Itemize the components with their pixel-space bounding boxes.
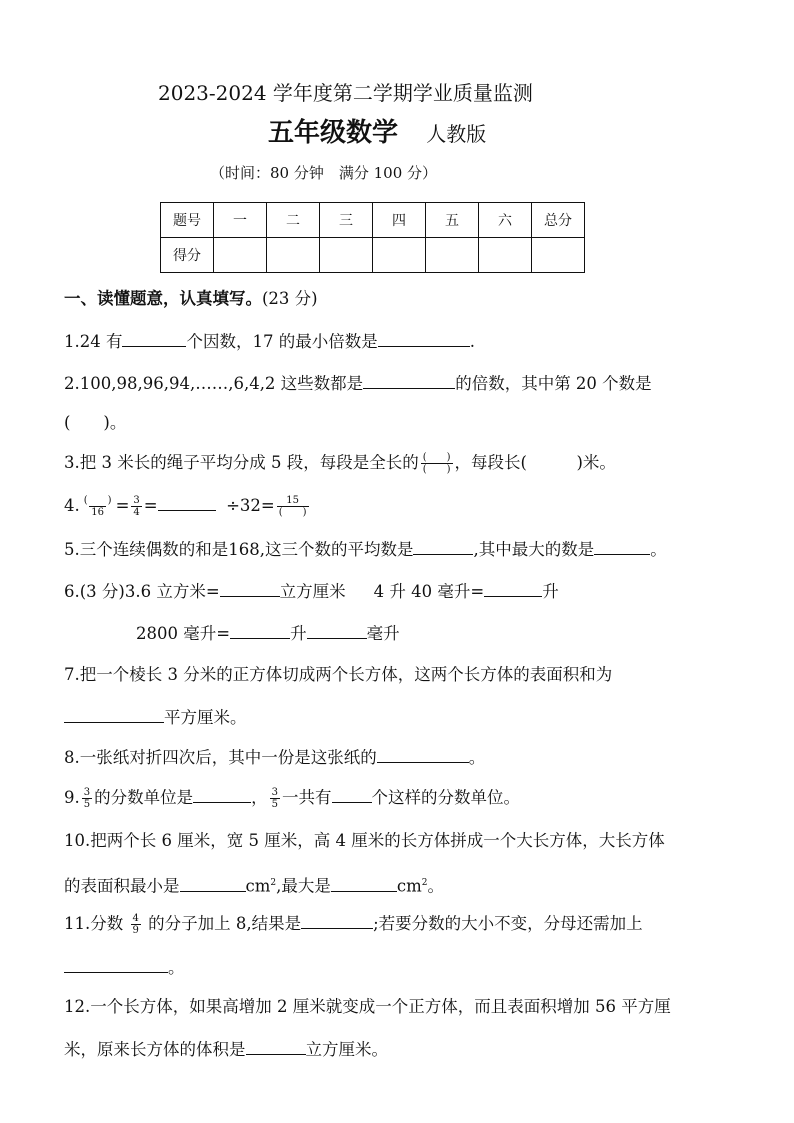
q4-divide: ÷32= bbox=[226, 496, 275, 515]
fraction-denominator: 4 bbox=[133, 507, 140, 518]
q3-fraction[interactable] bbox=[421, 452, 453, 475]
time-note: （时间：80 分钟 满分 100 分） bbox=[210, 164, 438, 182]
answer-blank[interactable] bbox=[307, 622, 367, 639]
table-cell: 六 bbox=[479, 203, 532, 238]
answer-blank[interactable] bbox=[246, 1038, 306, 1055]
answer-blank[interactable] bbox=[377, 746, 469, 763]
question-10-cont bbox=[64, 872, 444, 898]
answer-blank[interactable] bbox=[413, 538, 473, 555]
question-11-cont bbox=[64, 956, 185, 979]
q10-text-f: 。 bbox=[427, 876, 444, 896]
fraction-denominator: ( ) bbox=[422, 464, 451, 475]
answer-blank[interactable] bbox=[64, 956, 168, 973]
q9-text-c: ， bbox=[251, 788, 268, 807]
q5-text-b: ,其中最大的数是 bbox=[473, 540, 595, 559]
q5-text-a: 5.三个连续偶数的和是168,这三个数的平均数是 bbox=[64, 540, 414, 559]
section-heading bbox=[64, 288, 318, 310]
q9-text-b: 的分数单位是 bbox=[94, 788, 194, 807]
subject-name: 五年级数学 bbox=[268, 118, 399, 148]
question-8 bbox=[64, 746, 485, 769]
score-cell[interactable] bbox=[267, 238, 320, 273]
score-cell[interactable] bbox=[320, 238, 373, 273]
q12-text-c: 立方厘米。 bbox=[305, 1040, 388, 1059]
table-cell: 一 bbox=[214, 203, 267, 238]
q1-text-a: 1.24 有 bbox=[64, 332, 123, 351]
answer-blank[interactable] bbox=[484, 580, 542, 597]
q6-text-g: 毫升 bbox=[366, 624, 400, 643]
q1-text-c: . bbox=[469, 332, 475, 351]
question-12-cont bbox=[64, 1038, 388, 1061]
subject-title bbox=[268, 116, 486, 151]
fraction-numerator: 3 bbox=[133, 495, 140, 506]
superscript: 2 bbox=[270, 878, 277, 888]
q11-text-b: 的分子加上 8,结果是 bbox=[148, 914, 302, 933]
fraction-numerator: ( ) bbox=[422, 452, 451, 463]
score-cell[interactable] bbox=[373, 238, 426, 273]
question-12 bbox=[64, 996, 671, 1018]
q2-answer-paren[interactable]: ( )。 bbox=[64, 413, 127, 432]
question-2-cont bbox=[64, 412, 126, 434]
q4-fraction-1[interactable] bbox=[82, 495, 114, 518]
q12-text-a: 12.一个长方体，如果高增加 2 厘米就变成一个正方体，而且表面积增加 56 平方厘 bbox=[64, 997, 671, 1016]
fraction-denominator: 5 bbox=[271, 799, 278, 810]
q4-text-a: 4. bbox=[64, 496, 80, 515]
question-6 bbox=[64, 580, 559, 603]
question-5 bbox=[64, 538, 667, 561]
fraction-numerator: 15 bbox=[286, 495, 300, 506]
table-cell: 二 bbox=[267, 203, 320, 238]
answer-blank[interactable] bbox=[193, 786, 251, 803]
question-7 bbox=[64, 664, 612, 686]
score-cell[interactable] bbox=[426, 238, 479, 273]
answer-blank[interactable] bbox=[64, 706, 164, 723]
answer-blank[interactable] bbox=[301, 912, 373, 929]
fraction-numerator: 4 bbox=[132, 913, 139, 924]
score-table-header-row bbox=[161, 203, 585, 238]
q1-text-b: 个因数，17 的最小倍数是 bbox=[186, 332, 378, 351]
exam-title: 2023-2024 学年度第二学期学业质量监测 bbox=[158, 81, 533, 105]
question-2 bbox=[64, 372, 652, 395]
q10-text-a: 10.把两个长 6 厘米，宽 5 厘米，高 4 厘米的长方体拼成一个大长方体，大长方体 bbox=[64, 831, 665, 850]
fraction-denominator: 5 bbox=[83, 799, 91, 810]
edition-label: 人教版 bbox=[426, 122, 487, 146]
q4-equals-1: = bbox=[115, 496, 130, 515]
answer-blank[interactable] bbox=[122, 330, 186, 347]
answer-blank[interactable] bbox=[378, 330, 470, 347]
fraction-denominator: 9 bbox=[132, 925, 139, 936]
question-6-cont bbox=[136, 622, 400, 645]
table-cell: 三 bbox=[320, 203, 373, 238]
question-10 bbox=[64, 830, 665, 852]
q12-text-b: 米，原来长方体的体积是 bbox=[64, 1040, 246, 1059]
score-table bbox=[160, 202, 585, 273]
fraction-numerator: 3 bbox=[271, 787, 278, 798]
q7-text-b: 平方厘米。 bbox=[164, 708, 247, 727]
q9-text-d: 一共有 bbox=[282, 788, 332, 807]
fraction-denominator: ( ) bbox=[278, 507, 307, 518]
fraction-numerator: ( ) bbox=[83, 495, 112, 506]
q8-text-a: 8.一张纸对折四次后，其中一份是这张纸的 bbox=[64, 748, 377, 767]
question-1 bbox=[64, 330, 475, 353]
q8-text-b: 。 bbox=[468, 748, 486, 767]
q4-fraction-2 bbox=[131, 495, 141, 518]
question-9 bbox=[64, 786, 520, 810]
answer-blank[interactable] bbox=[363, 372, 455, 389]
q9-fraction bbox=[82, 787, 92, 810]
score-cell[interactable] bbox=[479, 238, 532, 273]
q5-text-c: 。 bbox=[650, 540, 667, 559]
table-cell: 四 bbox=[373, 203, 426, 238]
q6-text-a: 6.(3 分)3.6 立方米= bbox=[64, 582, 220, 601]
q6-text-e: 2800 毫升= bbox=[136, 624, 231, 643]
answer-blank[interactable] bbox=[332, 786, 372, 803]
q3-text-a: 3.把 3 米长的绳子平均分成 5 段，每段是全长的 bbox=[64, 453, 419, 472]
q2-text-b: 的倍数，其中第 20 个数是 bbox=[455, 374, 652, 393]
table-cell: 五 bbox=[426, 203, 479, 238]
question-7-cont bbox=[64, 706, 247, 729]
q6-text-b: 立方厘米 bbox=[279, 582, 346, 601]
q10-text-b: 的表面积最小是 bbox=[64, 876, 180, 896]
q6-text-c: 4 升 40 毫升= bbox=[373, 582, 485, 601]
q7-text-a: 7.把一个棱长 3 分米的正方体切成两个长方体，这两个长方体的表面积和为 bbox=[64, 665, 613, 684]
answer-blank[interactable] bbox=[230, 622, 290, 639]
fraction-denominator: 16 bbox=[91, 507, 105, 518]
score-table-score-row bbox=[161, 238, 585, 273]
q3-text-b: ，每段长( )米。 bbox=[454, 453, 616, 472]
section-points: (23 分) bbox=[262, 289, 318, 308]
superscript: 2 bbox=[421, 878, 428, 888]
q9-text-a: 9. bbox=[64, 788, 80, 807]
q4-fraction-3[interactable] bbox=[277, 495, 309, 518]
question-11 bbox=[64, 912, 643, 936]
table-cell: 总分 bbox=[532, 203, 585, 238]
fraction-numerator: 3 bbox=[83, 787, 91, 798]
score-cell[interactable] bbox=[532, 238, 585, 273]
q11-fraction bbox=[131, 913, 141, 936]
q2-text-a: 2.100,98,96,94,……,6,4,2 这些数都是 bbox=[64, 374, 364, 393]
section-heading-text: 一、读懂题意，认真填写。 bbox=[64, 289, 262, 308]
q9-fraction-repeat bbox=[270, 787, 280, 810]
table-cell: 题号 bbox=[161, 203, 214, 238]
q6-text-f: 升 bbox=[290, 624, 307, 643]
question-3 bbox=[64, 452, 616, 475]
q10-text-d: ,最大是 bbox=[276, 876, 331, 896]
answer-blank[interactable] bbox=[180, 875, 246, 892]
question-4 bbox=[64, 494, 311, 518]
table-cell: 得分 bbox=[161, 238, 214, 273]
q10-unit-1: cm bbox=[245, 876, 271, 896]
q10-unit-2: cm bbox=[396, 876, 422, 896]
answer-blank[interactable] bbox=[331, 875, 397, 892]
q4-equals-2: = bbox=[143, 496, 158, 515]
answer-blank[interactable] bbox=[220, 580, 280, 597]
answer-blank[interactable] bbox=[158, 494, 216, 511]
q11-text-a: 11.分数 bbox=[64, 914, 124, 933]
q11-text-c: ;若要分数的大小不变，分母还需加上 bbox=[373, 914, 643, 933]
q9-text-e: 个这样的分数单位。 bbox=[371, 788, 520, 807]
answer-blank[interactable] bbox=[594, 538, 650, 555]
q6-text-d: 升 bbox=[542, 582, 559, 601]
q11-text-d: 。 bbox=[168, 958, 185, 977]
score-cell[interactable] bbox=[214, 238, 267, 273]
